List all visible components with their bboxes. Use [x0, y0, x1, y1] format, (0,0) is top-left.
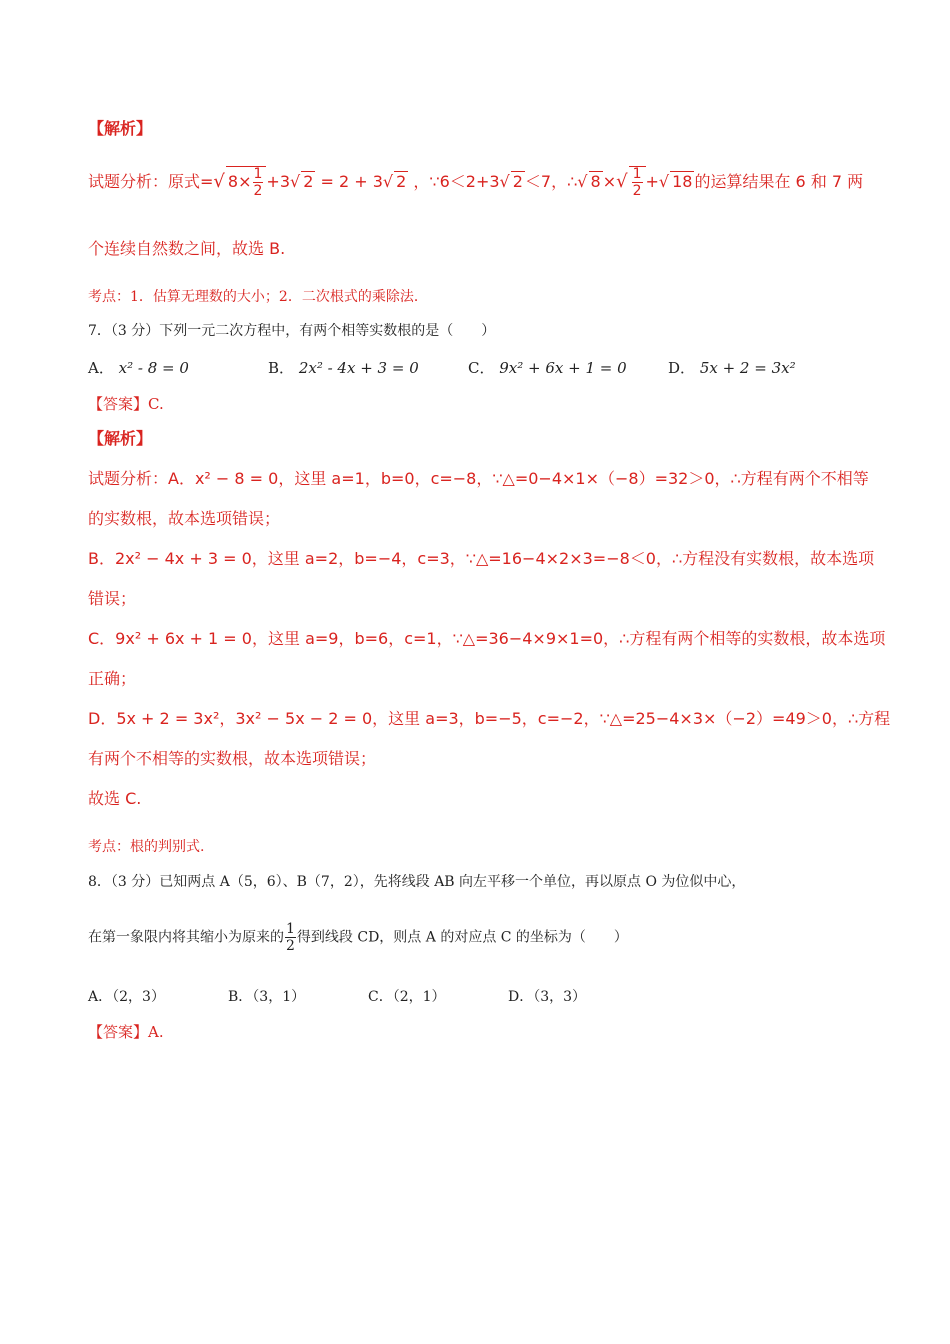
q8-stem-line1: 8．（3 分）已知两点 A（5，6）、B（7，2），先将线段 AB 向左平移一个单位，再以原点 O 为位似中心，	[88, 874, 746, 890]
q7-analysis-line: 有两个不相等的实数根，故本选项错误；	[88, 749, 377, 768]
q7-option-c: C． 9x² + 6x + 1 = 0	[468, 359, 627, 377]
fraction-half: $\frac{1}{2}$	[632, 166, 642, 199]
q6-analysis-line1: 试题分析：原式=√ 8× $\frac{1}{2}$ +3√ 2 = 2 + 3√ 2 ，∵6＜2+3√ 2 ＜7，∴√ 8 ×√ $\frac{1}{2}$ +√ 18 的运算结果在 6 和 7 两	[88, 166, 864, 199]
q6-analysis-line2: 个连续自然数之间，故选 B.	[88, 239, 286, 258]
q7-analysis-line: 试题分析：A．x² − 8 = 0，这里 a=1，b=0，c=−8，∵△=0−4×1×（−8）=32＞0，∴方程有两个不相等	[88, 469, 869, 488]
q6-analysis-prefix: 试题分析：原式=	[88, 172, 214, 191]
fraction-half: $\frac{1}{2}$	[286, 921, 295, 954]
q7-analysis-line: B．2x² − 4x + 3 = 0，这里 a=2，b=−4，c=3，∵△=16−4×2×3=−8＜0，∴方程没有实数根，故本选项	[88, 549, 875, 568]
sqrt-sign: √	[499, 172, 510, 191]
q7-analysis-line: C．9x² + 6x + 1 = 0，这里 a=9，b=6，c=1，∵△=36−4×9×1=0，∴方程有两个相等的实数根，故本选项	[88, 629, 886, 648]
q7-options	[88, 357, 796, 378]
q8-answer: 【答案】A.	[88, 1023, 164, 1041]
q8-option-d: D．（3，3）	[508, 989, 587, 1005]
sqrt-sign: √	[290, 172, 301, 191]
sqrt-8-times-half: 8× $\frac{1}{2}$	[226, 166, 267, 198]
analysis-header: 【解析】	[88, 119, 153, 138]
sqrt-sign: √	[658, 172, 670, 191]
q8-options	[88, 986, 586, 1006]
sqrt-sign: √	[616, 171, 628, 192]
q7-analysis-line: 正确；	[88, 669, 137, 688]
q7-analysis-line: 故选 C.	[88, 789, 142, 808]
q7-analysis-line: 的实数根，故本选项错误；	[88, 509, 281, 528]
q7-option-a: A． x² - 8 = 0	[88, 359, 189, 377]
q7-answer: 【答案】C.	[88, 395, 164, 413]
q7-stem: 7．（3 分）下列一元二次方程中，有两个相等实数根的是（ ）	[88, 323, 496, 339]
q8-stem-line2: 在第一象限内将其缩小为原来的 $\frac{1}{2}$ 得到线段 CD，则点 A 的对应点 C 的坐标为（ ）	[88, 921, 628, 954]
q8-option-b: B．（3，1）	[228, 989, 306, 1005]
q7-option-d: D． 5x + 2 = 3x²	[668, 359, 796, 377]
q7-kaodian: 考点：根的判别式.	[88, 839, 205, 855]
q8-option-c: C．（2，1）	[368, 989, 446, 1005]
q6-kaodian: 考点：1．估算无理数的大小；2．二次根式的乘除法．	[88, 289, 428, 305]
q7-analysis-line: D．5x + 2 = 3x²，3x² − 5x − 2 = 0，这里 a=3，b=−5，c=−2，∵△=25−4×3×（−2）=49＞0，∴方程	[88, 709, 891, 728]
sqrt-sign: √	[382, 172, 394, 191]
q8-option-a: A．（2，3）	[88, 989, 165, 1005]
sqrt-sign: √	[577, 172, 588, 191]
fraction-half: $\frac{1}{2}$	[253, 166, 263, 199]
q7-analysis-line: 错误；	[88, 589, 137, 608]
q7-analysis-header: 【解析】	[88, 429, 153, 448]
sqrt-sign: √	[213, 171, 225, 192]
q7-option-b: B． 2x² - 4x + 3 = 0	[268, 359, 419, 377]
